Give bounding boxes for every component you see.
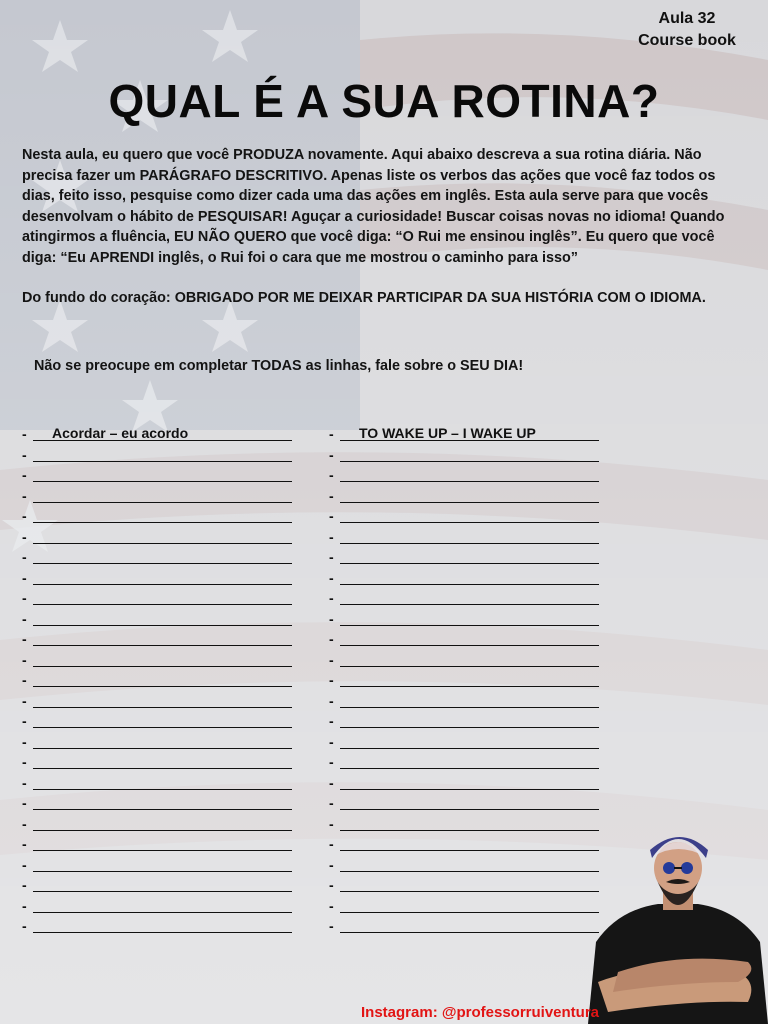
answer-line[interactable] — [329, 465, 599, 486]
bullet-dash: - — [329, 795, 334, 811]
bullet-dash: - — [329, 528, 334, 545]
bullet-dash: - — [329, 610, 334, 627]
bullet-dash: - — [22, 672, 27, 688]
blank-line[interactable] — [33, 932, 292, 933]
answer-line[interactable] — [22, 465, 292, 486]
answer-line[interactable] — [329, 732, 599, 753]
answer-line[interactable] — [22, 568, 292, 589]
bullet-dash: - — [329, 590, 334, 606]
lesson-number: Aula 32 — [658, 10, 716, 27]
bullet-dash: - — [22, 426, 27, 442]
answer-line[interactable] — [329, 445, 599, 466]
blank-line[interactable] — [33, 789, 292, 790]
blank-line[interactable] — [340, 686, 599, 687]
bullet-dash: - — [22, 733, 27, 750]
answer-line[interactable] — [22, 793, 292, 814]
blank-line[interactable] — [340, 604, 599, 605]
answer-line[interactable] — [22, 834, 292, 855]
blank-line[interactable] — [340, 830, 599, 831]
blank-line[interactable] — [340, 748, 599, 749]
bullet-dash: - — [329, 631, 334, 647]
answer-line[interactable] — [22, 916, 292, 937]
portuguese-column — [22, 424, 292, 937]
blank-line[interactable] — [33, 830, 292, 831]
bullet-dash: - — [22, 795, 27, 811]
answer-line[interactable] — [22, 609, 292, 630]
thanks-paragraph: Do fundo do coração: OBRIGADO POR ME DEIXAR PARTICIPAR DA SUA HISTÓRIA COM O IDIOMA. — [22, 290, 706, 306]
answer-line[interactable] — [329, 588, 599, 609]
answer-line[interactable] — [22, 752, 292, 773]
blank-line[interactable] — [33, 645, 292, 646]
blank-line[interactable] — [33, 563, 292, 564]
bullet-dash: - — [22, 487, 27, 504]
blank-line[interactable] — [340, 461, 599, 462]
blank-line[interactable] — [340, 871, 599, 872]
bullet-dash: - — [22, 836, 27, 852]
bullet-dash: - — [22, 446, 27, 463]
bullet-dash: - — [329, 467, 334, 483]
answer-line[interactable] — [329, 814, 599, 835]
answer-line[interactable] — [22, 588, 292, 609]
answer-line[interactable] — [22, 896, 292, 917]
blank-line[interactable] — [340, 502, 599, 503]
blank-line[interactable] — [33, 666, 292, 667]
blank-line[interactable] — [33, 543, 292, 544]
blank-line[interactable] — [33, 891, 292, 892]
bullet-dash: - — [329, 569, 334, 586]
answer-line[interactable] — [329, 629, 599, 650]
blank-line[interactable] — [340, 707, 599, 708]
answer-line[interactable] — [329, 568, 599, 589]
blank-line[interactable] — [340, 481, 599, 482]
bullet-dash: - — [329, 856, 334, 873]
blank-line[interactable] — [33, 850, 292, 851]
answer-line[interactable] — [22, 670, 292, 691]
blank-line[interactable] — [33, 461, 292, 462]
answer-line[interactable] — [22, 527, 292, 548]
bullet-dash: - — [329, 877, 334, 893]
bullet-dash: - — [329, 733, 334, 750]
answer-line[interactable] — [329, 752, 599, 773]
blank-line[interactable] — [33, 809, 292, 810]
answer-line[interactable] — [329, 424, 599, 445]
answer-line[interactable] — [329, 486, 599, 507]
bullet-dash: - — [22, 815, 27, 832]
bullet-dash: - — [329, 897, 334, 914]
answer-line[interactable] — [329, 691, 599, 712]
answer-line[interactable] — [329, 547, 599, 568]
answer-line[interactable] — [329, 650, 599, 671]
answer-line[interactable] — [329, 855, 599, 876]
answer-line[interactable] — [329, 896, 599, 917]
blank-line[interactable] — [340, 789, 599, 790]
blank-line[interactable] — [33, 584, 292, 585]
blank-line[interactable] — [33, 481, 292, 482]
bullet-dash: - — [22, 713, 27, 729]
bullet-dash: - — [329, 549, 334, 565]
bullet-dash: - — [22, 590, 27, 606]
blank-line[interactable] — [340, 891, 599, 892]
bullet-dash: - — [329, 815, 334, 832]
instruction-note: Não se preocupe em completar TODAS as linhas, fale sobre o SEU DIA! — [34, 358, 524, 374]
intro-text — [22, 145, 752, 329]
answer-line[interactable] — [329, 875, 599, 896]
blank-line[interactable] — [33, 686, 292, 687]
blank-line[interactable] — [33, 727, 292, 728]
blank-line[interactable] — [340, 850, 599, 851]
bullet-dash: - — [22, 877, 27, 893]
blank-line[interactable] — [33, 522, 292, 523]
blank-line[interactable] — [33, 625, 292, 626]
bullet-dash: - — [329, 487, 334, 504]
answer-line[interactable] — [22, 445, 292, 466]
bullet-dash: - — [329, 672, 334, 688]
bullet-dash: - — [22, 631, 27, 647]
bullet-dash: - — [22, 467, 27, 483]
bullet-dash: - — [329, 508, 334, 524]
answer-line[interactable] — [22, 875, 292, 896]
blank-line[interactable] — [33, 707, 292, 708]
bullet-dash: - — [329, 713, 334, 729]
answer-line[interactable] — [22, 547, 292, 568]
bullet-dash: - — [22, 549, 27, 565]
bullet-dash: - — [22, 754, 27, 770]
blank-line[interactable] — [340, 912, 599, 913]
answer-line[interactable] — [22, 650, 292, 671]
answer-line[interactable] — [329, 527, 599, 548]
answer-line[interactable] — [22, 814, 292, 835]
answer-line[interactable] — [22, 506, 292, 527]
answer-line[interactable] — [22, 486, 292, 507]
blank-line[interactable] — [33, 502, 292, 503]
blank-line[interactable] — [340, 809, 599, 810]
bullet-dash: - — [22, 856, 27, 873]
blank-line[interactable] — [340, 645, 599, 646]
bullet-dash: - — [22, 897, 27, 914]
blank-line[interactable] — [340, 625, 599, 626]
lesson-meta — [622, 8, 752, 52]
answer-line[interactable] — [329, 773, 599, 794]
blank-line[interactable] — [340, 584, 599, 585]
answer-line[interactable] — [22, 773, 292, 794]
page-title: QUAL É A SUA ROTINA? — [108, 75, 660, 127]
bullet-dash: - — [22, 569, 27, 586]
bullet-dash: - — [22, 774, 27, 791]
example-entry: Acordar – eu acordo — [52, 425, 189, 441]
blank-line[interactable] — [340, 768, 599, 769]
blank-line[interactable] — [340, 932, 599, 933]
bullet-dash: - — [22, 610, 27, 627]
blank-line[interactable] — [340, 522, 599, 523]
blank-line[interactable] — [340, 666, 599, 667]
answer-line[interactable] — [329, 834, 599, 855]
answer-line[interactable] — [329, 711, 599, 732]
answer-line[interactable] — [22, 855, 292, 876]
blank-line[interactable] — [33, 912, 292, 913]
bullet-dash: - — [22, 508, 27, 524]
answer-line[interactable] — [329, 670, 599, 691]
answer-line[interactable] — [22, 732, 292, 753]
bullet-dash: - — [329, 651, 334, 668]
blank-line[interactable] — [340, 543, 599, 544]
bullet-dash: - — [329, 426, 334, 442]
blank-line[interactable] — [33, 604, 292, 605]
bullet-dash: - — [22, 918, 27, 934]
blank-line[interactable] — [33, 871, 292, 872]
answer-line[interactable] — [329, 793, 599, 814]
english-column — [329, 424, 599, 937]
bullet-dash: - — [22, 692, 27, 709]
bullet-dash: - — [329, 754, 334, 770]
bullet-dash: - — [329, 918, 334, 934]
example-entry: TO WAKE UP – I WAKE UP — [359, 425, 536, 441]
blank-line[interactable] — [33, 768, 292, 769]
blank-line[interactable] — [33, 748, 292, 749]
bullet-dash: - — [329, 774, 334, 791]
instagram-handle[interactable]: Instagram: @professorruiventura — [361, 1004, 600, 1021]
bullet-dash: - — [22, 528, 27, 545]
blank-line[interactable] — [340, 563, 599, 564]
answer-line[interactable] — [22, 629, 292, 650]
answer-line[interactable] — [22, 691, 292, 712]
bullet-dash: - — [329, 446, 334, 463]
answer-line[interactable] — [329, 916, 599, 937]
bullet-dash: - — [329, 836, 334, 852]
course-book-label: Course book — [638, 32, 736, 49]
answer-line[interactable] — [329, 609, 599, 630]
answer-line[interactable] — [22, 711, 292, 732]
blank-line[interactable] — [340, 727, 599, 728]
teacher-photo — [588, 822, 768, 1024]
answer-line[interactable] — [329, 506, 599, 527]
answer-line[interactable] — [22, 424, 292, 445]
intro-paragraph: Nesta aula, eu quero que você PRODUZA novamente. Aqui abaixo descreva a sua rotina diária. Não precisa fazer um PARÁGRAFO DESCRITIVO. Apenas liste os verbos das ações que você faz todos os dias, feito isso, pesquise como dizer cada uma das ações em inglês. Esta aula serve para que vocês desenvolvam o hábito de PESQUISAR! Aguçar a curiosidade! Buscar coisas novas no idioma! Quando atingirmos a fluência, EU NÃO QUERO que você diga: “O Rui me ensinou inglês”. Eu quero que você diga: “Eu APRENDI inglês, o Rui foi o cara que me mostrou o caminho para isso” — [22, 147, 725, 266]
bullet-dash: - — [22, 651, 27, 668]
bullet-dash: - — [329, 692, 334, 709]
